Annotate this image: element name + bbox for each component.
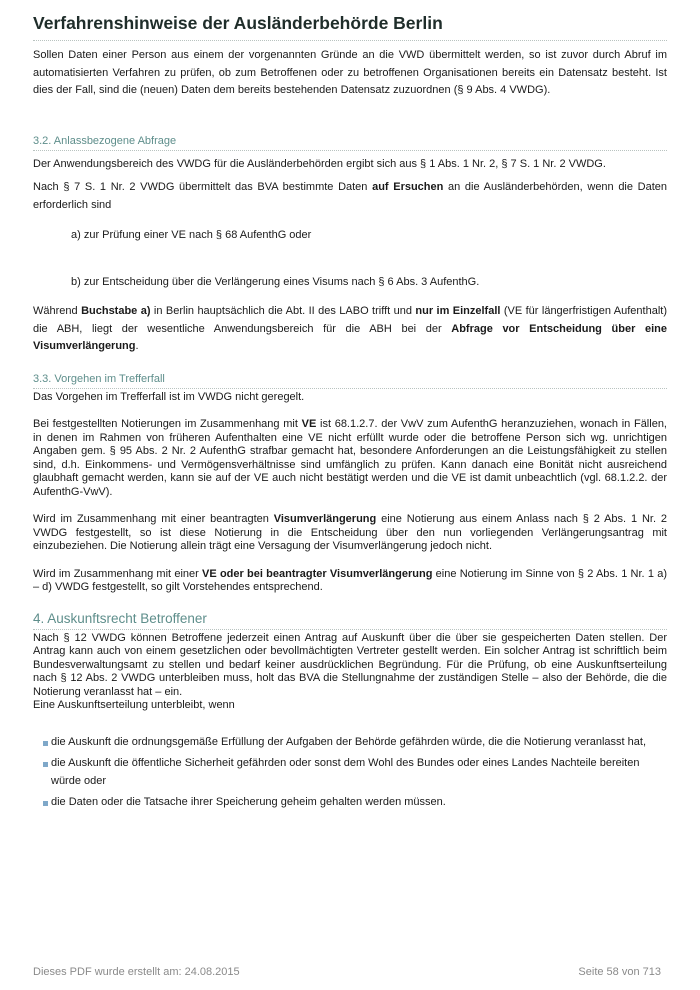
section-4-paragraph-1: Nach § 12 VWDG können Betroffene jederzeit einen Antrag auf Auskunft über die über sie gespeicherten Daten stellen. Der Antrag kann auch von einem gesetzlichen oder bevollmächtigten Vertreter gestellt werden. Ein solcher Antrag ist schriftlich beim Bundesverwaltungsamt zu stellen und bedarf keiner ausdrücklichen Begründung. Für die Prüfung, ob eine Auskunftserteilung nach § 12 Abs. 2 VWDG unterbleiben muss, holt das BVA die Stellungnahme der zuständigen Stelle – also der Behörde, die die Notierung veranlasst hat – ein. (33, 631, 667, 698)
bullet-square-icon (43, 801, 48, 806)
section-4-paragraph-2: Eine Auskunftserteilung unterbleibt, wenn (33, 699, 235, 711)
section-3-3-paragraph-3: Wird im Zusammenhang mit einer beantragten Visumverlängerung eine Notierung aus einem Anlass nach § 2 Abs. 1 Nr. 2 VWDG festgestellt, so ist diese Notierung in die Entscheidung über den nun vorliegenden Verlängerungsantrag mit einzubeziehen. Die Notierung allein trägt eine Versagung der Visumverlängerung jedoch nicht. (33, 513, 667, 552)
section-3-2-paragraph-2: Nach § 7 S. 1 Nr. 2 VWDG übermittelt das BVA bestimmte Daten auf Ersuchen an die Ausländerbehörden, wenn die Daten erforderlich sind (33, 181, 668, 211)
page-title: Verfahrenshinweise der Ausländerbehörde Berlin (33, 12, 667, 41)
list-item-a: a) zur Prüfung einer VE nach § 68 AufenthG oder (71, 229, 312, 241)
document-page (33, 12, 667, 816)
section-3-3-paragraph-2: Bei festgestellten Notierungen im Zusammenhang mit VE ist 68.1.2.7. der VwV zum AufenthG heranzuziehen, wonach in Fällen, in denen im Rahmen von früheren Aufenthalten eine VE nicht erfüllt wurde oder die betroffene Person sich wg. unrichtigen Angaben gem. § 95 Abs. 2 Nr. 2 AufenthG strafbar gemacht hat, besondere Anforderungen an die Leistungsfähigkeit zu stellen sind, d.h. Einkommens- und Vermögensverhältnisse sind umfänglich zu prüfen. Kann danach eine Bonität nicht ausreichend glaubhaft gemacht werden, kann sie auf der VE auch nicht bestätigt werden und die VE ist damit unbeachtlich (vgl. 68.1.2.2. der AufenthG-VwV). (33, 418, 667, 498)
section-3-2-paragraph-3: Während Buchstabe a) in Berlin hauptsächlich die Abt. II des LABO trifft und nur im Einzelfall (VE für längerfristigen Aufenthalt) die ABH, liegt der wesentliche Anwendungsbereich für die ABH bei der Abfrage vor Entscheidung über eine Visumverlängerung. (33, 305, 667, 352)
list-item: die Daten oder die Tatsache ihrer Speicherung geheim gehalten werden müssen. (33, 794, 667, 812)
list-item: die Auskunft die ordnungsgemäße Erfüllung der Aufgaben der Behörde gefährden würde, die die Notierung veranlasst hat, (33, 734, 667, 752)
section-3-2-heading: 3.2. Anlassbezogene Abfrage (33, 134, 667, 151)
page-footer (33, 966, 661, 978)
section-3-3-paragraph-4: Wird im Zusammenhang mit einer VE oder bei beantragter Visumverlängerung eine Notierung im Sinne von § 2 Abs. 1 Nr. 1 a) – d) VWDG festgestellt, so gilt Vorstehendes entsprechend. (33, 567, 667, 593)
section-4-heading: 4. Auskunftsrecht Betroffener (33, 610, 667, 630)
intro-paragraph: Sollen Daten einer Person aus einem der vorgenannten Gründe an die VWD übermittelt werden, so ist zuvor durch Abruf im automatisierten Verfahren zu prüfen, ob zum Betroffenen oder zu betroffenen Organisationen bereits ein Datensatz besteht. Ist dies der Fall, sind die (neuen) Daten dem bereits bestehenden Datensatz zuzuordnen (§ 9 Abs. 4 VWDG). (33, 49, 667, 96)
section-3-3-paragraph-1: Das Vorgehen im Trefferfall ist im VWDG nicht geregelt. (33, 390, 305, 403)
bullet-square-icon (43, 762, 48, 767)
list-item: die Auskunft die öffentliche Sicherheit gefährden oder sonst dem Wohl des Bundes oder eines Landes Nachteile bereiten würde oder (33, 755, 667, 790)
bullet-square-icon (43, 741, 48, 746)
list-item-b: b) zur Entscheidung über die Verlängerung eines Visums nach § 6 Abs. 3 AufenthG. (71, 275, 480, 288)
section-3-2-paragraph-1: Der Anwendungsbereich des VWDG für die Ausländerbehörden ergibt sich aus § 1 Abs. 1 Nr. 2, § 7 S. 1 Nr. 2 VWDG. (33, 157, 606, 170)
footer-page-number: Seite 58 von 713 (578, 966, 661, 978)
bullet-list (33, 734, 667, 812)
section-3-3-heading: 3.3. Vorgehen im Trefferfall (33, 372, 667, 389)
footer-created-date: Dieses PDF wurde erstellt am: 24.08.2015 (33, 966, 240, 978)
